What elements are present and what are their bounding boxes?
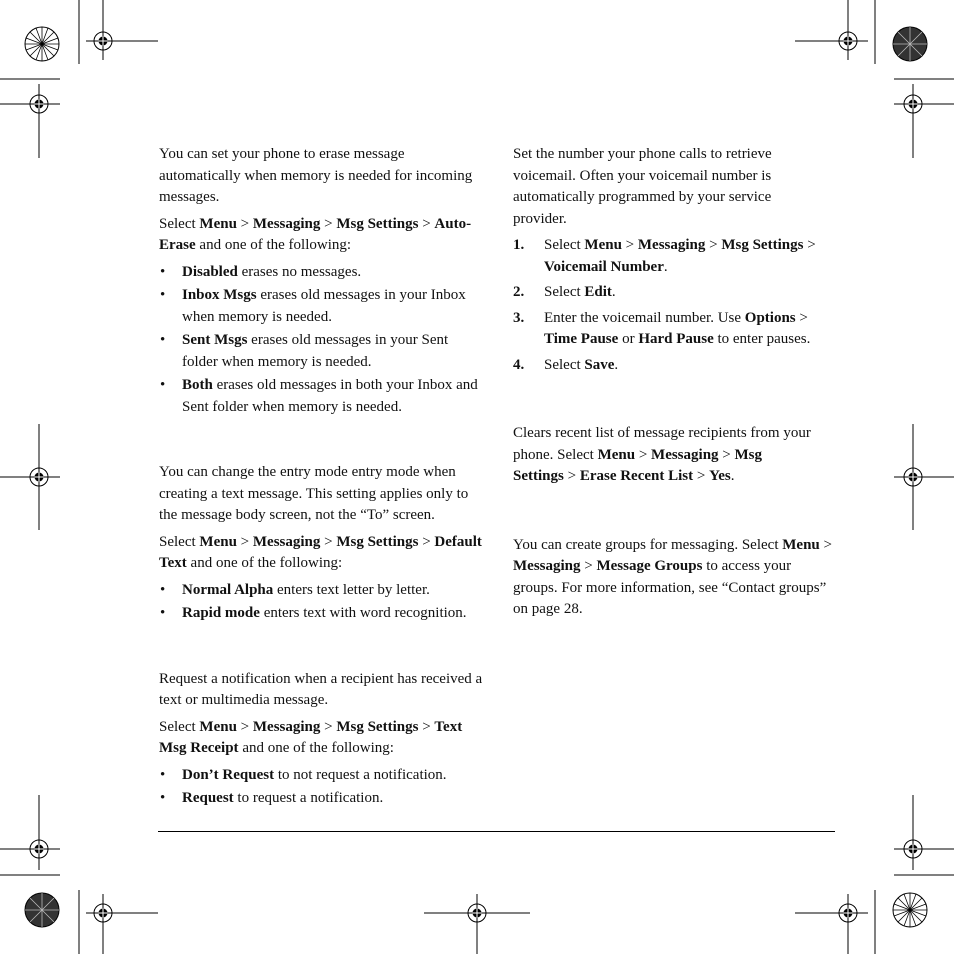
voicemail-intro: Set the number your phone calls to retrieve voicemail. Often your voicemail number is automatically programmed by your service provider. <box>513 146 772 227</box>
list-item: • Normal Alpha enters text letter by letter. <box>159 580 484 602</box>
footer-rule <box>158 831 835 832</box>
menu-path-item: Msg Settings <box>336 718 419 735</box>
list-item: • Inbox Msgs erases old messages in your Inbox when memory is needed. <box>159 285 484 328</box>
list-item: 4. Select Save. <box>513 356 619 373</box>
voicemail-steps <box>513 235 838 376</box>
default-text-instruction: Select Menu > Messaging > Msg Settings > Default Text and one of the following: <box>159 533 482 571</box>
menu-path-item: Messaging <box>252 533 321 550</box>
list-item: • Disabled erases no messages. <box>159 262 484 284</box>
menu-path-item: Messaging <box>252 215 321 232</box>
right-column <box>513 144 838 626</box>
list-item: 3. Enter the voicemail number. Use Options > Time Pause or Hard Pause to enter pauses. <box>513 309 811 347</box>
menu-path-item: Default Text <box>159 533 482 571</box>
default-text-intro: You can change the entry mode entry mode when creating a text message. This setting applies only to the message body screen, not the “To” screen. <box>159 464 469 523</box>
receipt-instruction: Select Menu > Messaging > Msg Settings > Text Msg Receipt and one of the following: <box>159 718 463 756</box>
list-item: • Both erases old messages in both your Inbox and Sent folder when memory is needed. <box>159 375 484 418</box>
left-column <box>159 144 484 812</box>
list-item: • Rapid mode enters text with word recognition. <box>159 603 484 625</box>
menu-path-item: Text Msg Receipt <box>159 718 463 756</box>
list-item: • Request to request a notification. <box>159 788 484 810</box>
auto-erase-options <box>159 262 484 419</box>
menu-path-item: Menu <box>199 215 237 232</box>
menu-path-item: Menu <box>199 718 237 735</box>
groups-text: You can create groups for messaging. Select Menu > Messaging > Message Groups to access your groups. For more information, see “Contact groups” on page 28. <box>513 536 832 617</box>
menu-path-item: Msg Settings <box>336 215 419 232</box>
menu-path-item: Msg Settings <box>336 533 419 550</box>
list-item: 2. Select Edit. <box>513 284 616 300</box>
list-item: 1. Select Menu > Messaging > Msg Settings > Voicemail Number. <box>513 237 816 275</box>
default-text-options <box>159 580 484 625</box>
menu-path-item: Auto-Erase <box>159 215 472 253</box>
menu-path-item: Messaging <box>252 718 321 735</box>
erase-recent-text: Clears recent list of message recipients from your phone. Select Menu > Messaging > Msg Settings > Erase Recent List > Yes. <box>513 425 811 484</box>
receipt-options <box>159 765 484 810</box>
list-item: • Sent Msgs erases old messages in your Sent folder when memory is needed. <box>159 330 484 373</box>
list-item: • Don’t Request to not request a notification. <box>159 765 484 787</box>
auto-erase-instruction: Select Menu > Messaging > Msg Settings > Auto-Erase and one of the following: <box>159 215 472 253</box>
menu-path-item: Menu <box>199 533 237 550</box>
receipt-intro: Request a notification when a recipient has received a text or multimedia message. <box>159 670 483 708</box>
auto-erase-intro: You can set your phone to erase message automatically when memory is needed for incoming messages. <box>159 146 473 205</box>
